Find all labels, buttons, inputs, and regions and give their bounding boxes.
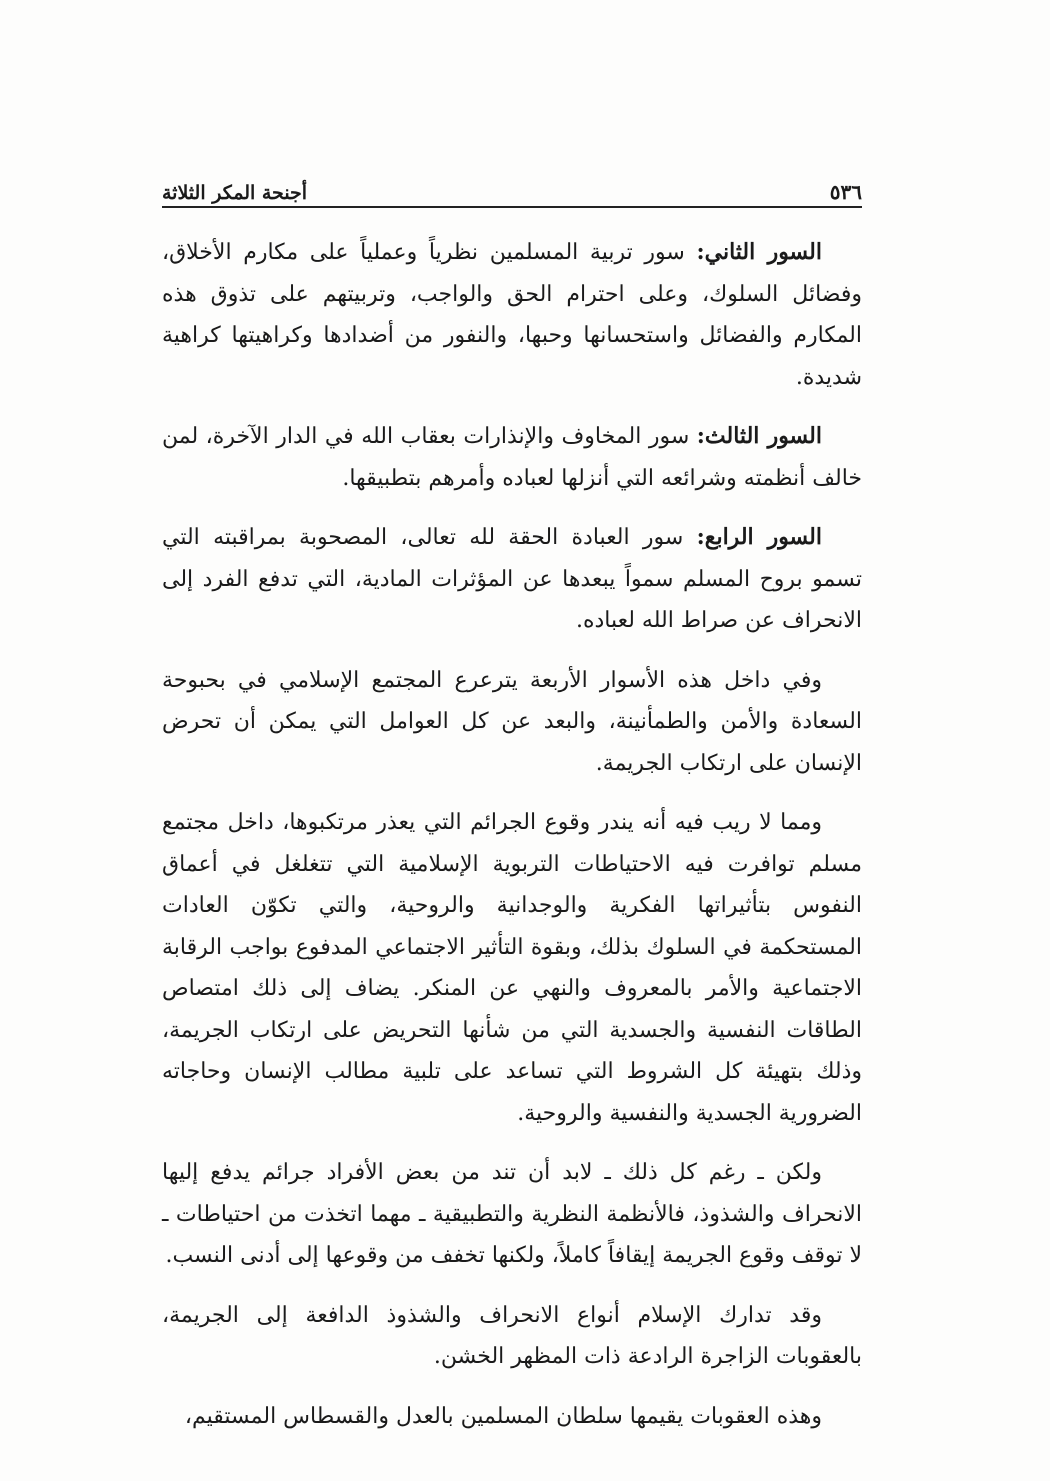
paragraph-text: وهذه العقوبات يقيمها سلطان المسلمين بالعدل والقسطاس المستقيم،	[184, 1403, 822, 1429]
paragraph-text: سور العبادة الحقة لله تعالى، المصحوبة بمراقبته التي تسمو بروح المسلم سمواً يبعدها عن المؤثرات المادية، التي تدفع الفرد إلى الانحراف عن صراط الله لعباده.	[162, 525, 862, 633]
paragraph-label: السور الرابع:	[696, 524, 823, 550]
paragraph-four-walls	[162, 660, 862, 785]
page-number: ٥٣٦	[829, 180, 862, 204]
running-header	[162, 170, 862, 204]
header-divider	[162, 206, 862, 208]
paragraph-label: السور الثالث:	[696, 423, 822, 449]
paragraph-text: سور تربية المسلمين نظرياً وعملياً على مكارم الأخلاق، وفضائل السلوك، وعلى احترام الحق والواجب، وتربيتهم على تذوق هذه المكارم والفضائل واستحسانها وحبها، والنفور من أضدادها وكراهيتها كراهية شديدة.	[162, 240, 862, 390]
paragraph-text: وقد تدارك الإسلام أنواع الانحراف والشذوذ الدافعة إلى الجريمة، بالعقوبات الزاجرة الرادعة ذات المظهر الخشن.	[162, 1302, 862, 1369]
paragraph-deviation	[162, 1152, 862, 1277]
paragraph-text: وفي داخل هذه الأسوار الأربعة يترعرع المجتمع الإسلامي في بحبوحة السعادة والأمن والطمأنينة، والبعد عن كل العوامل التي يمكن أن تحرض الإنسان على ارتكاب الجريمة.	[162, 667, 862, 776]
paragraph-text: ولكن ـ رغم كل ذلك ـ لابد أن تند من بعض الأفراد جرائم يدفع إليها الانحراف والشذوذ، فالأنظمة النظرية والتطبيقية ـ مهما اتخذت من احتياطات ـ لا توقف وقوع الجريمة إيقافاً كاملاً، ولكنها تخفف من وقوعها إلى أدنى النسب.	[162, 1160, 862, 1268]
paragraph-second-wall	[162, 232, 862, 398]
paragraph-justice	[162, 1396, 862, 1438]
paragraph-text: ومما لا ريب فيه أنه يندر وقوع الجرائم التي يعذر مرتكبوها، داخل مجتمع مسلم توافرت فيه الاحتياطات التربوية الإسلامية التي تتغلغل في أعماق النفوس بتأثيراتها الفكرية والوجدانية والروحية، والتي تكوّن العادات المستحكمة في السلوك بذلك، وبقوة التأثير الاجتماعي المدفوع بواجب الرقابة الاجتماعية والأمر بالمعروف والنهي عن المنكر. يضاف إلى ذلك امتصاص الطاقات النفسية والجسدية التي من شأنها التحريض على ارتكاب الجريمة، وذلك بتهيئة كل الشروط التي تساعد على تلبية مطالب الإنسان وحاجاته الضرورية الجسدية والنفسية والروحية.	[162, 810, 862, 1126]
body-text	[162, 232, 862, 1455]
paragraph-punishments	[162, 1295, 862, 1378]
paragraph-third-wall	[162, 416, 862, 499]
paragraph-label: السور الثاني:	[696, 239, 822, 265]
paragraph-rare-crimes	[162, 802, 862, 1134]
paragraph-fourth-wall	[162, 517, 862, 642]
running-title: أجنحة المكر الثلاثة	[162, 182, 308, 204]
paragraph-text: سور المخاوف والإنذارات بعقاب الله في الدار الآخرة، لمن خالف أنظمته وشرائعه التي أنزلها لعباده وأمرهم بتطبيقها.	[162, 424, 862, 491]
